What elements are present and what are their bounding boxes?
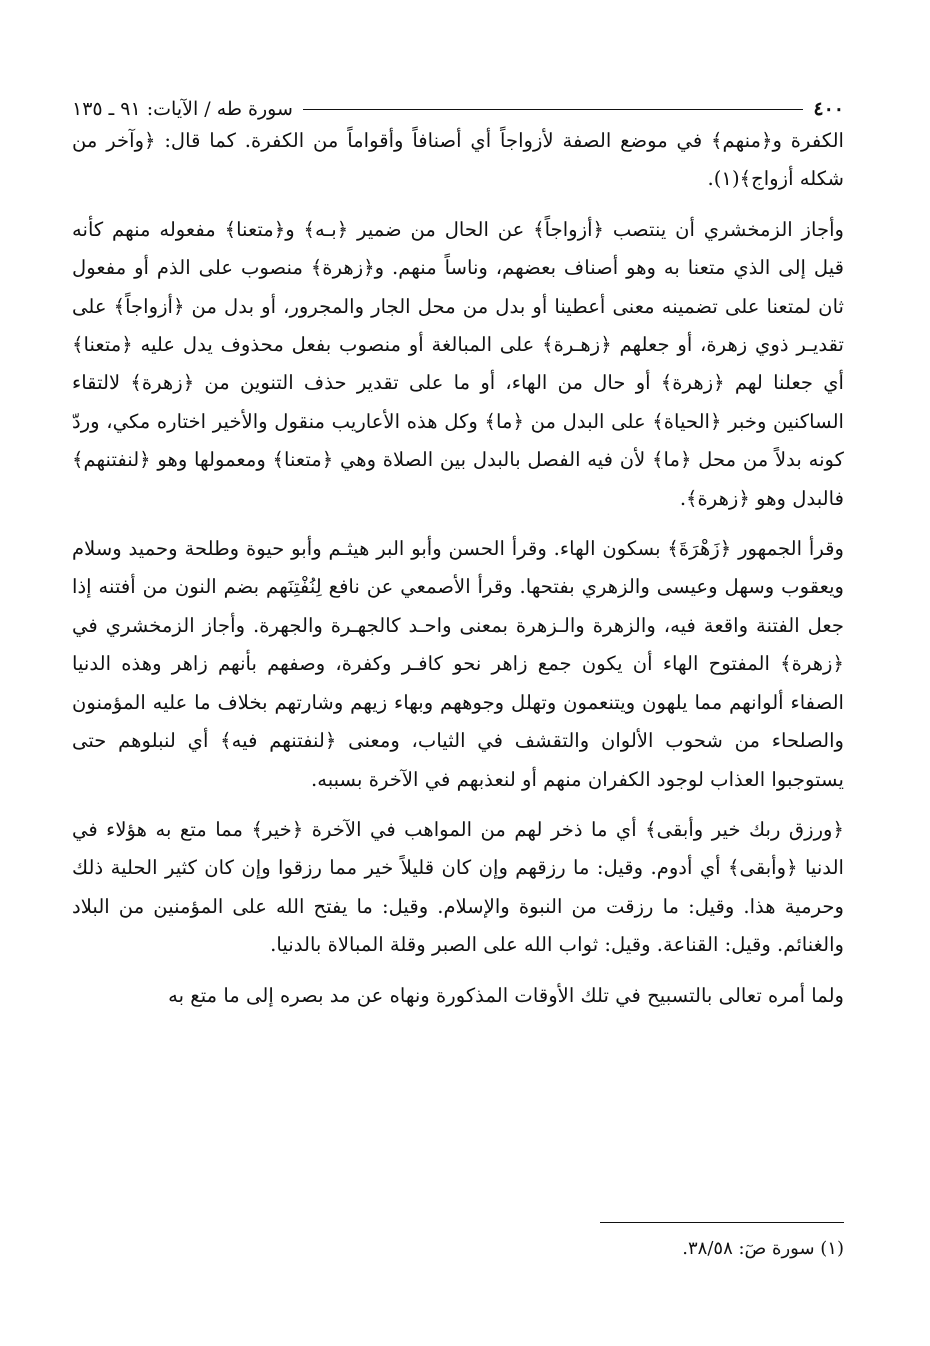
paragraph-3: وقرأ الجمهور ﴿زَهْرَةَ﴾ بسكون الهاء. وقرأ الحسن وأبو البر هيثـم وأبو حيوة وطلحة وحميد وسلام ويعقوب وسهل وعيسى والزهري بفتحها. وقرأ الأصمعي عن نافع لِنُفْتِنَهم بضم النون من أفتنه إذا جعل الفتنة واقعة فيه، والزهرة والـزهرة بمعنى واحـد كالجهـرة والجهرة. وأجاز الزمخشري في ﴿زهرة﴾ المفتوح الهاء أن يكون جمع زاهر نحو كافـر وكفرة، وصفهم بأنهم زاهر وهذه الدنيا الصفاء ألوانهم مما يلهون ويتنعمون وتهلل وجوههم وبهاء زيهم وشارتهم بخلاف ما عليه المؤمنون والصلحاء من شحوب الألوان والتقشف في الثياب، ومعنى ﴿لنفتنهم فيه﴾ أي لنبلوهم حتى يستوجبوا العذاب لوجود الكفران منهم أو لنعذبهم في الآخرة بسببه. [72,537,844,791]
page-number: ٤٠٠ [813,98,844,120]
footnote-separator [600,1222,844,1223]
paragraph-1: الكفرة و﴿منهم﴾ في موضع الصفة لأزواجاً أي أصنافاً وأقواماً من الكفرة. كما قال: ﴿وآخر من شكله أزواج﴾(١). [72,129,844,191]
paragraph-5: ولما أمره تعالى بالتسبيح في تلك الأوقات المذكورة ونهاه عن مد بصره إلى ما متع به [168,983,844,1007]
header-rule [303,109,803,110]
paragraph-4: ﴿ورزق ربك خير وأبقى﴾ أي ما ذخر لهم من المواهب في الآخرة ﴿خير﴾ مما متع به هؤلاء في الدنيا ﴿وأبقى﴾ أي أدوم. وقيل: ما رزقهم وإن كان قليلاً خير مما رزقوا وإن كان كثير الحلية ذلك وحرمية هذا. وقيل: ما رزقت من النبوة والإسلام. وقيل: ما يفتح الله على المؤمنين من البلاد والغنائم. وقيل: القناعة. وقيل: ثواب الله على الصبر وقلة المبالاة بالدنيا. [72,817,844,957]
running-header [72,86,844,120]
running-title: سورة طه / الآيات: ٩١ ـ ١٣٥ [72,98,293,120]
footnote: (١) سورة صٓ: ٣٨/٥٨. [682,1238,844,1259]
page-body [72,86,844,1015]
paragraph-2: وأجاز الزمخشري أن ينتصب ﴿أزواجاً﴾ عن الحال من ضمير ﴿بـه﴾ و﴿متعنا﴾ مفعوله منهم كأنه قيل إلى الذي متعنا به وهو أصناف بعضهم، وناساً منهم. و﴿زهرة﴾ منصوب على الذم أو مفعول ثان لمتعنا على تضمينه معنى أعطينا أو بدل من محل الجار والمجرور، أو بدل من ﴿أزواجاً﴾ على تقديـر ذوي زهرة، أو جعلهم ﴿زهـرة﴾ على المبالغة أو منصوب بفعل محذوف يدل عليه ﴿متعنا﴾ أي جعلنا لهم ﴿زهرة﴾ أو حال من الهاء، أو ما على تقدير حذف التنوين من ﴿زهرة﴾ لالتقاء الساكنين وخبر ﴿الحياة﴾ على البدل من ﴿ما﴾ وكل هذه الأعاريب منقول والأخير اختاره مكي، وردّ كونه بدلاً من محل ﴿ما﴾ لأن فيه الفصل بالبدل بين الصلاة وهي ﴿متعنا﴾ ومعمولها وهو ﴿لنفتنهم﴾ فالبدل وهو ﴿زهرة﴾. [72,217,844,510]
